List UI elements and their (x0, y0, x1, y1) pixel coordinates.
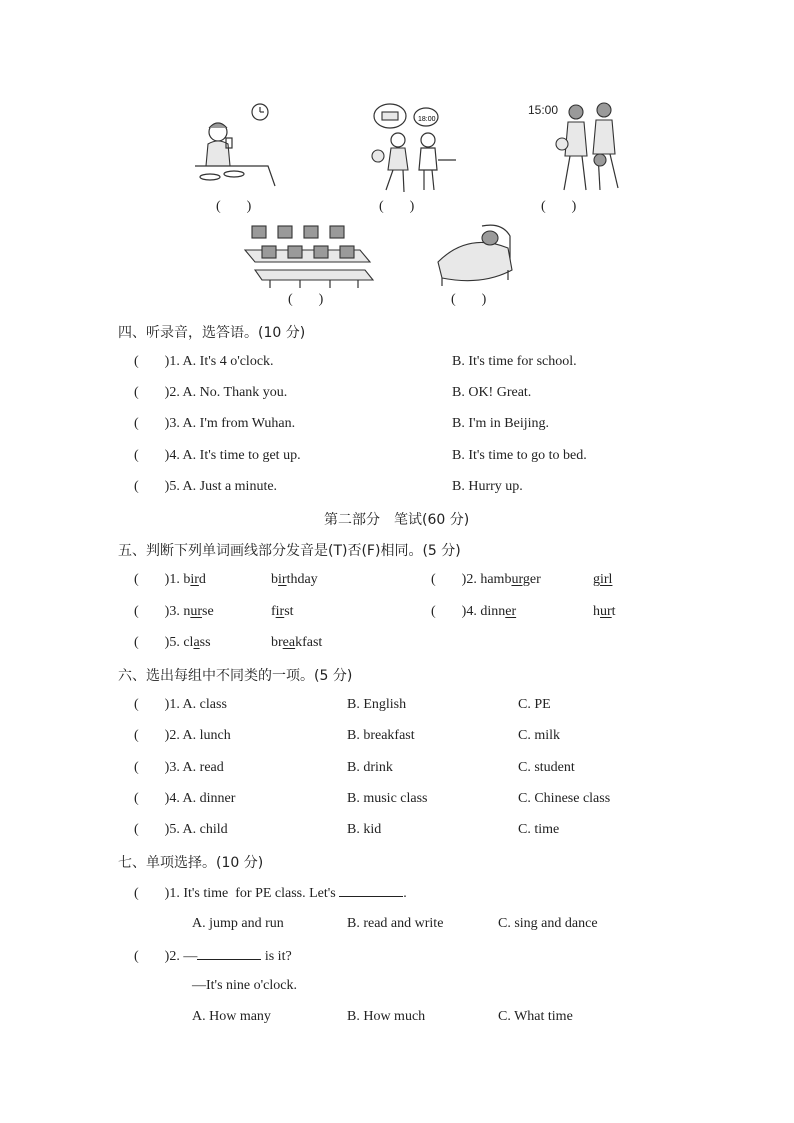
picture-boys-with-balls (528, 100, 628, 196)
option-b: B. breakfast (347, 728, 415, 743)
answer-bracket-3[interactable]: ( ) (541, 199, 577, 214)
answer-paren[interactable]: ( (134, 448, 139, 463)
answer-paren[interactable]: ( (134, 635, 139, 650)
section4-row-4: ( )4. A. It's time to get up. (134, 448, 301, 463)
compare-word: girl (593, 572, 613, 587)
section5-item-3: ( )3. nurse (134, 604, 214, 619)
compare-word: birthday (271, 572, 318, 587)
picture-child-in-bed (432, 222, 518, 288)
option-c: C. sing and dance (498, 916, 598, 931)
picture-boy-drinking (190, 100, 280, 192)
fill-blank[interactable] (197, 947, 261, 960)
clock-time: 15:00 (528, 103, 559, 117)
section6-row-4: ( )4. A. dinner (134, 791, 236, 806)
option-b: B. How much (347, 1009, 426, 1024)
option-b: B. drink (347, 760, 393, 775)
section7-q1: ( )1. It's time for PE class. Let's . (134, 886, 407, 901)
part2-title: 第二部分 笔试(60 分) (324, 512, 470, 528)
answer-line: —It's nine o'clock. (192, 978, 297, 993)
section4-row-2: ( )2. A. No. Thank you. (134, 385, 288, 400)
answer-paren[interactable]: ( (134, 479, 139, 494)
answer-paren[interactable]: ( (134, 572, 139, 587)
answer-bracket-5[interactable]: ( ) (451, 292, 487, 307)
section7-q2: ( )2. — is it? (134, 949, 292, 964)
option-c: C. Chinese class (518, 791, 611, 806)
option-a: A. jump and run (192, 916, 284, 931)
section4-row-1: ( )1. A. It's 4 o'clock. (134, 354, 274, 369)
section4-title: 四、听录音，选答语。(10 分) (118, 325, 306, 341)
option-c: C. PE (518, 697, 551, 712)
option-b: B. OK! Great. (452, 385, 532, 400)
answer-paren[interactable]: ( (431, 604, 436, 619)
option-b: B. kid (347, 822, 382, 837)
option-c: C. student (518, 760, 575, 775)
answer-bracket-2[interactable]: ( ) (379, 199, 415, 214)
option-b: B. It's time to go to bed. (452, 448, 587, 463)
section5-item-2: ( )2. hamburger (431, 572, 541, 587)
section6-title: 六、选出每组中不同类的一项。(5 分) (118, 668, 353, 684)
answer-paren[interactable]: ( (134, 791, 139, 806)
section5-item-4: ( )4. dinner (431, 604, 517, 619)
answer-paren[interactable]: ( (134, 604, 139, 619)
answer-paren[interactable]: ( (134, 697, 139, 712)
section4-row-5: ( )5. A. Just a minute. (134, 479, 278, 494)
answer-paren[interactable]: ( (134, 354, 139, 369)
section6-row-5: ( )5. A. child (134, 822, 228, 837)
option-c: C. time (518, 822, 560, 837)
option-b: B. I'm in Beijing. (452, 416, 550, 431)
answer-paren[interactable]: ( (134, 760, 139, 775)
answer-paren[interactable]: ( (134, 385, 139, 400)
option-b: B. music class (347, 791, 428, 806)
compare-word: first (271, 604, 294, 619)
answer-paren[interactable]: ( (134, 886, 139, 901)
option-c: C. milk (518, 728, 561, 743)
section7-title: 七、单项选择。(10 分) (118, 855, 264, 871)
section6-row-3: ( )3. A. read (134, 760, 224, 775)
answer-paren[interactable]: ( (134, 822, 139, 837)
answer-bracket-1[interactable]: ( ) (216, 199, 252, 214)
section6-row-1: ( )1. A. class (134, 697, 227, 712)
picture-boys-playing-ball (368, 100, 458, 196)
bubble-time: 18:00 (418, 116, 436, 123)
option-b: B. Hurry up. (452, 479, 523, 494)
option-b: B. English (347, 697, 407, 712)
option-b: B. It's time for school. (452, 354, 577, 369)
section4-row-3: ( )3. A. I'm from Wuhan. (134, 416, 296, 431)
section5-item-5: ( )5. class (134, 635, 211, 650)
answer-paren[interactable]: ( (134, 416, 139, 431)
option-b: B. read and write (347, 916, 444, 931)
section6-row-2: ( )2. A. lunch (134, 728, 231, 743)
compare-word: hurt (593, 604, 616, 619)
section5-title: 五、判断下列单词画线部分发音是(T)否(F)相同。(5 分) (118, 543, 461, 559)
picture-computer-room (240, 220, 375, 290)
answer-paren[interactable]: ( (134, 949, 139, 964)
answer-paren[interactable]: ( (134, 728, 139, 743)
fill-blank[interactable] (339, 884, 403, 897)
compare-word: breakfast (271, 635, 323, 650)
option-a: A. How many (192, 1009, 271, 1024)
option-c: C. What time (498, 1009, 573, 1024)
answer-paren[interactable]: ( (431, 572, 436, 587)
answer-bracket-4[interactable]: ( ) (288, 292, 324, 307)
section5-item-1: ( )1. bird (134, 572, 206, 587)
